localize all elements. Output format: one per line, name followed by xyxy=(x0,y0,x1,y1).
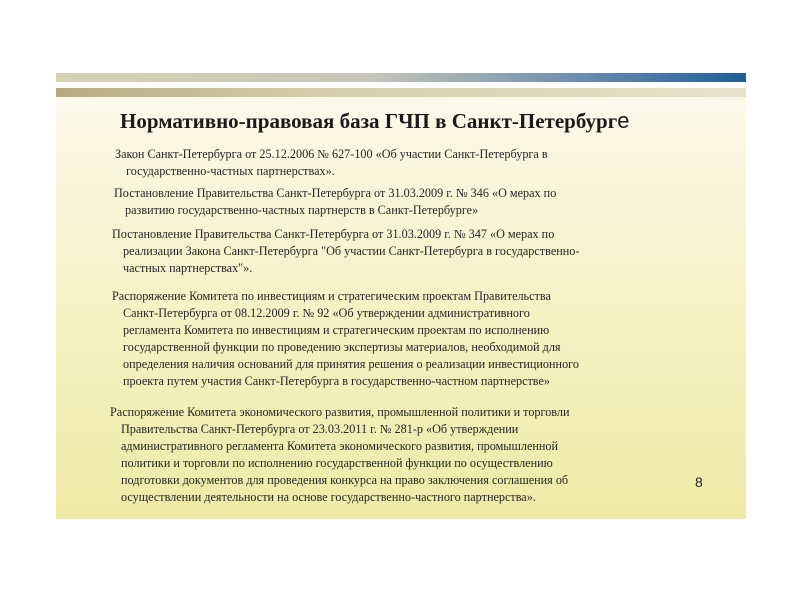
entry-line: Правительства Санкт-Петербурга от 23.03.2011 г. № 281-р «Об утверждении xyxy=(121,422,519,436)
slide-title-tail: е xyxy=(617,108,630,133)
entry-line: государственной функции по проведению экспертизы материалов, необходимой для xyxy=(123,340,561,354)
entry-line: административного регламента Комитета экономического развития, промышленной xyxy=(121,439,559,453)
entry-line: Закон Санкт-Петербурга от 25.12.2006 № 627-100 «Об участии Санкт-Петербурга в xyxy=(115,147,548,161)
entry-line: регламента Комитета по инвестициям и стратегическим проектам по исполнению xyxy=(123,323,550,337)
entry-line: реализации Закона Санкт-Петербурга "Об участии Санкт-Петербурга в государственно- xyxy=(123,244,580,258)
entry-line: определения наличия оснований для принятия решения о реализации инвестиционного xyxy=(123,357,579,371)
legal-entry-order-281 xyxy=(110,404,570,506)
entry-line: развитию государственно-частных партнерств в Санкт-Петербурге» xyxy=(125,203,479,217)
entry-line: Распоряжение Комитета экономического развития, промышленной политики и торговли xyxy=(110,405,570,419)
entry-line: Распоряжение Комитета по инвестициям и стратегическим проектам Правительства xyxy=(112,289,551,303)
entry-line: Санкт-Петербурга от 08.12.2009 г. № 92 «Об утверждении административного xyxy=(123,306,530,320)
entry-line: подготовки документов для проведения конкурса на право заключения соглашения об xyxy=(121,473,569,487)
legal-entry-law-627 xyxy=(115,146,548,180)
accent-bar-secondary xyxy=(56,88,746,97)
legal-entry-order-92 xyxy=(112,288,579,390)
legal-entry-resolution-347 xyxy=(112,226,579,277)
entry-line: Постановление Правительства Санкт-Петербурга от 31.03.2009 г. № 347 «О мерах по xyxy=(112,227,555,241)
entry-line: проекта путем участия Санкт-Петербурга в государственно-частном партнерстве» xyxy=(123,374,550,388)
entry-line: частных партнерствах"». xyxy=(123,261,253,275)
entry-line: осуществлении деятельности на основе государственно-частного партнерства». xyxy=(121,490,536,504)
accent-bar xyxy=(56,73,746,82)
slide-title xyxy=(120,108,720,134)
legal-entry-resolution-346 xyxy=(114,185,556,219)
entry-line: политики и торговли по исполнению государственной функции по осуществлению xyxy=(121,456,553,470)
page-number: 8 xyxy=(695,474,703,490)
entry-line: Постановление Правительства Санкт-Петербурга от 31.03.2009 г. № 346 «О мерах по xyxy=(114,186,557,200)
slide-title-main: Нормативно-правовая база ГЧП в Санкт-Петербург xyxy=(120,109,618,133)
entry-line: государственно-частных партнерствах». xyxy=(126,164,335,178)
